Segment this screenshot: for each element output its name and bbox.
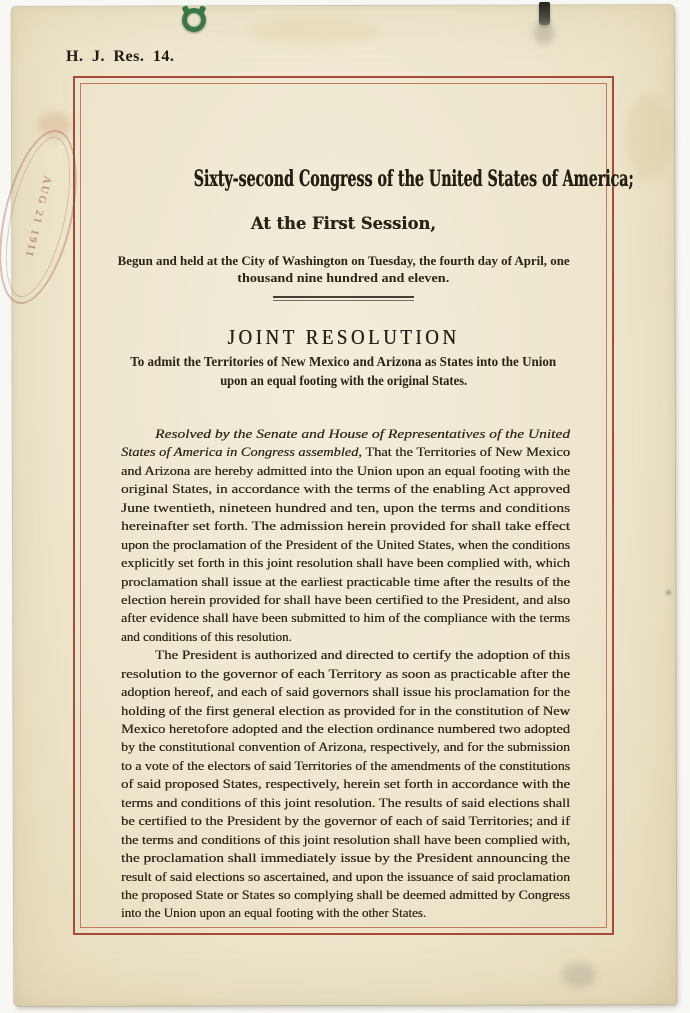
date-stamp-text: AUG 21 1911 xyxy=(22,174,54,260)
convened-text xyxy=(73,252,614,286)
paragraph-1 xyxy=(121,425,570,646)
resolution-body xyxy=(121,425,570,923)
body-line: and conditions of this resolution. xyxy=(121,628,292,644)
separator-rule xyxy=(273,296,414,301)
body-line: by the constitutional convention of Arizona, respectively, and for the submission xyxy=(121,739,570,755)
body-line: resolution to the governor of each Territory as soon as practicable after the xyxy=(121,665,570,681)
staple-shadow xyxy=(534,22,554,44)
convened-line: Begun and held at the City of Washington on Tuesday, the fourth day of April, one xyxy=(117,253,570,268)
body-line: the proposed State or States so complying shall be deemed admitted by Congress xyxy=(121,886,570,902)
resolution-heading xyxy=(73,325,614,350)
body-line: June twentieth, nineteen hundred and ten, upon the terms and conditions xyxy=(121,499,570,515)
body-line: to a vote of the electors of said Territories of the amendments of the constitutions xyxy=(121,757,570,773)
body-line: upon the proclamation of the President of the United States, when the conditions xyxy=(121,536,570,552)
body-line: and Arizona are hereby admitted into the Union upon an equal footing with the xyxy=(121,462,570,478)
body-line: Mexico heretofore adopted and the election ordinance numbered two adopted xyxy=(121,721,570,736)
congress-title-text: Sixty-second Congress of the United States of America; xyxy=(193,166,634,192)
body-line: the proclamation shall immediately issue by the President announcing the xyxy=(121,850,570,866)
body-line: proclamation shall issue at the earliest practicable time after the results of the xyxy=(121,573,570,589)
convened-line: thousand nine hundred and eleven. xyxy=(237,270,450,285)
staple-icon xyxy=(539,2,550,25)
resolution-subtitle-line: To admit the Territories of New Mexico and Arizona as States into the Union xyxy=(130,355,557,370)
paragraph-2 xyxy=(121,646,570,923)
body-line: The President is authorized and directed to certify the adoption of this xyxy=(155,647,570,663)
body-line: holding of the first general election as provided for in the constitution of New xyxy=(121,702,570,718)
body-line: explicitly set forth in this joint resolution shall have been complied with, which xyxy=(121,555,570,571)
body-line: be certified to the President by the governor of each of said Territories; and if xyxy=(121,813,570,829)
body-line: original States, in accordance with the terms of the enabling Act approved xyxy=(121,481,570,497)
body-line: Resolved by the Senate and House of Representatives of the United xyxy=(155,426,570,441)
session-title-text: At the First Session, xyxy=(251,214,436,234)
body-line: adoption hereof, and each of said governors shall issue his proclamation for the xyxy=(121,684,570,700)
congress-title xyxy=(73,166,634,192)
body-line: the terms and conditions of this joint resolution shall have been complied with, xyxy=(121,831,570,847)
resolution-subtitle xyxy=(73,353,614,391)
body-line: of said proposed States, respectively, herein set forth in accordance with the xyxy=(121,776,570,792)
eyelet-grommet-icon xyxy=(182,8,206,32)
body-line: States of America in Congress assembled, That the Territories of New Mexico xyxy=(121,444,570,460)
doc-number: H. J. Res. 14. xyxy=(66,48,175,65)
body-line: terms and conditions of this joint resolution. The results of said elections shall xyxy=(121,794,570,810)
body-line: into the Union upon an equal footing with the other States. xyxy=(121,905,427,921)
body-line: result of said elections so ascertained, and upon the issuance of said proclamation xyxy=(121,868,570,884)
body-line: election herein provided for shall have been certified to the President, and also xyxy=(121,591,570,607)
body-line: after evidence shall have been submitted to him of the compliance with the terms xyxy=(121,610,570,626)
resolution-subtitle-line: upon an equal footing with the original States. xyxy=(220,374,467,389)
session-title xyxy=(73,214,614,234)
body-line: hereinafter set forth. The admission herein provided for shall take effect xyxy=(121,518,570,534)
resolution-heading-text: JOINT RESOLUTION xyxy=(227,325,460,349)
